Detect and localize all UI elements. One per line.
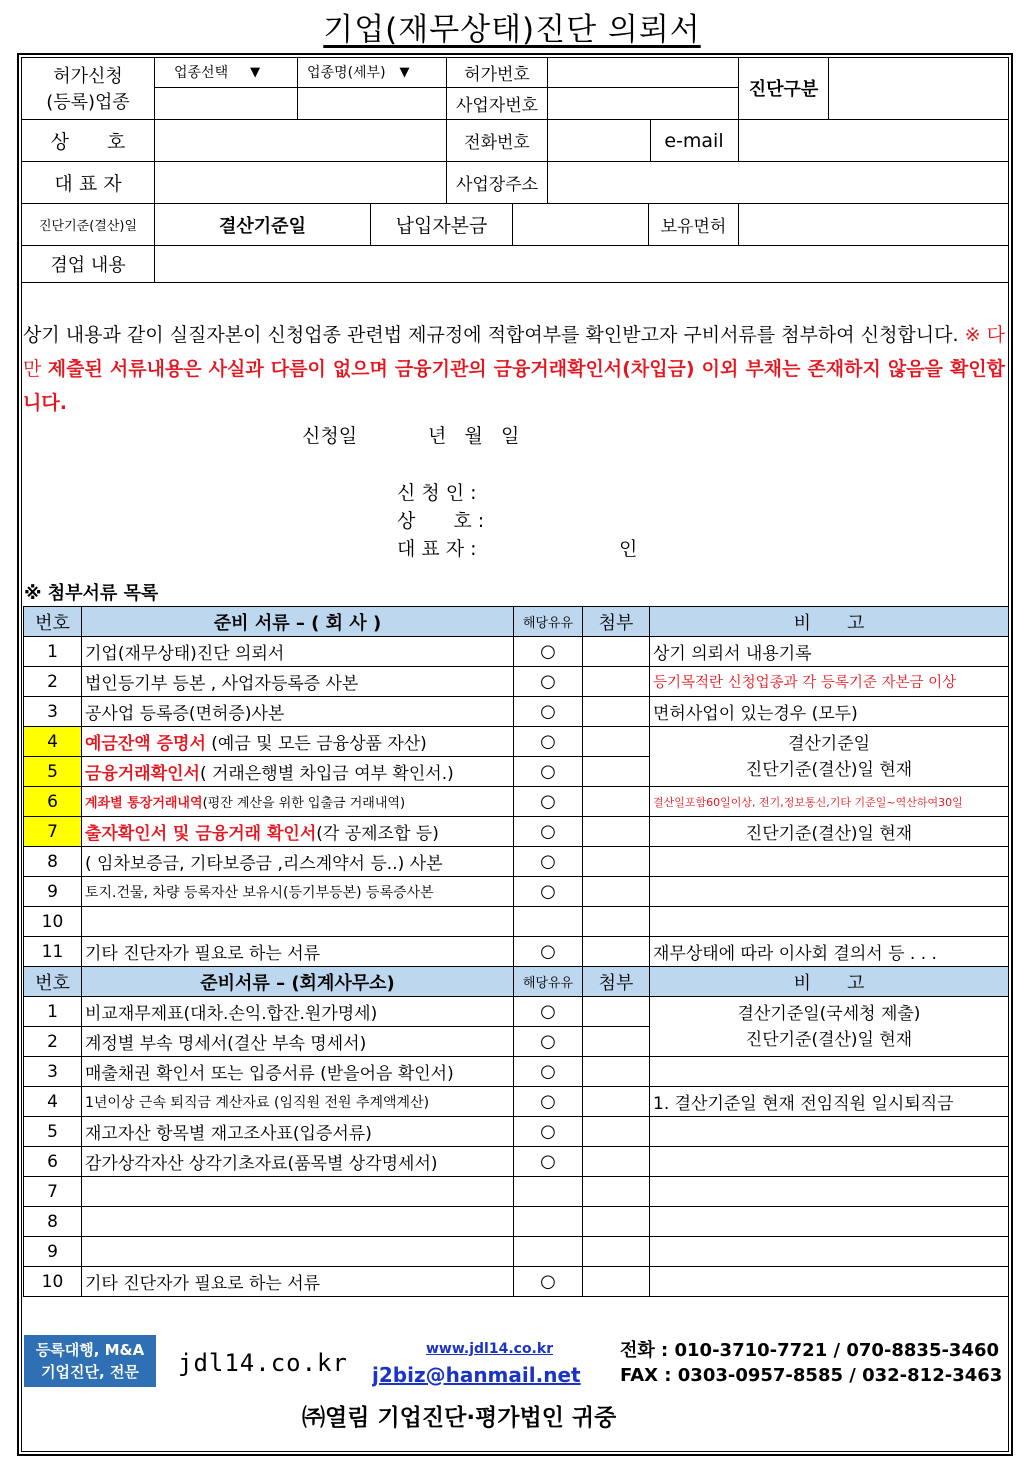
row-no: 5 <box>24 757 82 787</box>
row-doc: 토지.건물, 차량 등록자산 보유시(등기부등본) 등록증사본 <box>82 877 514 907</box>
row-doc-highlight: 출자확인서 및 금융거래 확인서 <box>85 824 317 844</box>
dropdown-arrow-icon: ▼ <box>250 64 261 80</box>
biz-no-field[interactable] <box>549 88 737 118</box>
header-doc: 준비서류 – (회계사무소) <box>82 967 514 997</box>
row-mark[interactable]: ○ <box>514 1057 583 1087</box>
row-doc: 법인등기부 등본 , 사업자등록증 사본 <box>82 667 514 697</box>
base-date-label: 진단기준(결산)일 <box>38 219 138 234</box>
table-row <box>24 727 1009 757</box>
table-row <box>24 847 1009 877</box>
row-mark[interactable]: ○ <box>514 787 583 817</box>
row-attach[interactable] <box>583 907 650 937</box>
row-mark[interactable]: ○ <box>514 757 583 787</box>
row-attach[interactable] <box>583 757 650 787</box>
dropdown-arrow-icon: ▼ <box>399 64 410 80</box>
company-field[interactable] <box>156 120 445 161</box>
row-no: 10 <box>24 907 82 937</box>
row-mark[interactable] <box>514 907 583 937</box>
table-row <box>24 877 1009 907</box>
statement-warning: 제출된 서류내용은 사실과 다름이 없으며 금융기관의 금융거래확인서(차입금) 이외 부채는 존재하지 않음을 확인합니다. <box>23 358 1005 414</box>
row-mark[interactable]: ○ <box>514 1267 583 1297</box>
header-note: 비 고 <box>650 607 1009 637</box>
row-attach[interactable] <box>583 1117 650 1147</box>
row-no: 3 <box>24 697 82 727</box>
page-title: 기업(재무상태)진단 의뢰서 <box>323 12 701 48</box>
row-no: 6 <box>24 787 82 817</box>
applicant-company-label: 상 호 : <box>397 509 485 532</box>
email-link[interactable]: j2biz@hanmail.net <box>372 1363 581 1387</box>
row-attach[interactable] <box>583 877 650 907</box>
row-mark[interactable]: ○ <box>514 997 583 1027</box>
company-docs-table <box>23 606 1009 1297</box>
row-doc: 감가상각자산 상각기초자료(품목별 상각명세서) <box>82 1147 514 1177</box>
industry-select-label: 업종선택 <box>174 65 229 81</box>
row-note <box>650 1147 1009 1177</box>
row-attach[interactable] <box>583 1057 650 1087</box>
applicant-ceo-label: 대 표 자 : <box>397 537 477 560</box>
row-note-line: 결산기준일(국세청 제출) <box>737 1003 921 1024</box>
table-row <box>24 787 1009 817</box>
biz-no-label: 사업자번호 <box>455 95 539 116</box>
row-no: 5 <box>24 1117 82 1147</box>
table-row <box>24 1237 1009 1267</box>
industry-name-label: 업종명(세부) <box>307 65 386 81</box>
row-doc: 1년이상 근속 퇴직금 계산자료 (임직원 전원 추계액계산) <box>82 1087 514 1117</box>
table-row <box>24 697 1009 727</box>
address-field[interactable] <box>549 162 1008 203</box>
row-note <box>650 997 1009 1057</box>
row-doc-detail: (평잔 계산을 위한 입출금 거래내역) <box>202 796 406 811</box>
row-mark[interactable]: ○ <box>514 667 583 697</box>
row-doc-highlight: 계좌별 통장거래내역 <box>85 796 203 811</box>
table-header <box>24 607 1009 637</box>
service-badge <box>24 1335 156 1387</box>
header-attach: 첨부 <box>583 967 650 997</box>
side-business-label: 겸업 내용 <box>50 255 126 276</box>
header-applicable: 해당유유 <box>514 607 583 637</box>
row-no: 4 <box>24 1087 82 1117</box>
phone-numbers: 전화 : 010-3710-7721 / 070-8835-3460 <box>620 1340 1000 1361</box>
row-doc: 기타 진단자가 필요로 하는 서류 <box>82 937 514 967</box>
row-mark[interactable] <box>514 1207 583 1237</box>
statement <box>23 318 1005 420</box>
apply-date-fill: 년 월 일 <box>428 424 520 447</box>
row-note <box>650 1237 1009 1267</box>
table-row <box>24 817 1009 847</box>
row-attach[interactable] <box>583 1087 650 1117</box>
row-attach[interactable] <box>583 1147 650 1177</box>
row-note: 결산일포함60일이상, 전기,정보통신,기타 기준일~역산하여30일 <box>650 787 1009 817</box>
row-doc <box>82 1177 514 1207</box>
ceo-field[interactable] <box>156 162 445 203</box>
row-no: 2 <box>24 1027 82 1057</box>
header-doc: 준비 서류 – ( 회 사 ) <box>82 607 514 637</box>
table-row <box>24 667 1009 697</box>
row-doc: 비교재무제표(대차.손익.합잔.원가명세) <box>82 997 514 1027</box>
addressee: ㈜열림 기업진단·평가법인 귀중 <box>302 1404 617 1431</box>
row-mark[interactable]: ○ <box>514 817 583 847</box>
table-row <box>24 637 1009 667</box>
row-note-line: 결산기준일 <box>787 733 871 754</box>
header-attach: 첨부 <box>583 607 650 637</box>
header-no: 번호 <box>24 607 82 637</box>
row-doc: 계정별 부속 명세서(결산 부속 명세서) <box>82 1027 514 1057</box>
apply-date-label: 신청일 <box>302 424 358 447</box>
email-field[interactable] <box>740 120 1008 161</box>
row-note <box>650 847 1009 877</box>
row-attach[interactable] <box>583 727 650 757</box>
row-attach[interactable] <box>583 1237 650 1267</box>
row-doc-highlight: 금융거래확인서 <box>85 764 200 784</box>
row-attach[interactable] <box>583 997 650 1027</box>
row-doc: 기업(재무상태)진단 의뢰서 <box>82 637 514 667</box>
row-doc: 기타 진단자가 필요로 하는 서류 <box>82 1267 514 1297</box>
badge-line: 등록대행, M&A <box>35 1341 145 1359</box>
row-doc-detail: (각 공제조합 등) <box>316 824 439 844</box>
row-mark[interactable]: ○ <box>514 1027 583 1057</box>
row-no: 11 <box>24 937 82 967</box>
row-no: 6 <box>24 1147 82 1177</box>
row-attach[interactable] <box>583 697 650 727</box>
row-doc <box>82 757 514 787</box>
row-no: 7 <box>24 1177 82 1207</box>
row-no: 9 <box>24 1237 82 1267</box>
row-attach[interactable] <box>583 1177 650 1207</box>
fax-numbers: FAX : 0303-0957-8585 / 032-812-3463 <box>620 1364 1003 1386</box>
row-mark[interactable]: ○ <box>514 877 583 907</box>
row-doc: 매출채권 확인서 또는 입증서류 (받을어음 확인서) <box>82 1057 514 1087</box>
row-no: 1 <box>24 637 82 667</box>
row-no: 10 <box>24 1267 82 1297</box>
header-no: 번호 <box>24 967 82 997</box>
site-url-link[interactable]: www.jdl14.co.kr <box>426 1341 554 1357</box>
permit-label-2: (등록)업종 <box>46 92 130 113</box>
applicant-label: 신 청 인 : <box>397 481 477 504</box>
permit-no-label: 허가번호 <box>464 64 530 85</box>
row-attach[interactable] <box>583 847 650 877</box>
row-note: 상기 의뢰서 내용기록 <box>650 637 1009 667</box>
row-attach[interactable] <box>583 817 650 847</box>
row-doc: 공사업 등록증(면허증)사본 <box>82 697 514 727</box>
row-doc: 재고자산 항목별 재고조사표(입증서류) <box>82 1117 514 1147</box>
badge-line: 기업진단, 전문 <box>41 1363 139 1381</box>
row-doc-detail: ( 거래은행별 차입금 여부 확인서.) <box>199 764 454 784</box>
row-no: 2 <box>24 667 82 697</box>
row-note: 재무상태에 따라 이사회 결의서 등 . . . <box>650 937 1009 967</box>
row-mark[interactable] <box>514 1177 583 1207</box>
row-mark[interactable]: ○ <box>514 727 583 757</box>
paid-capital-field[interactable] <box>514 204 647 245</box>
ceo-label: 대 표 자 <box>54 173 122 195</box>
attach-title: ※ 첨부서류 목록 <box>24 583 159 604</box>
row-note-line: 진단기준(결산)일 현재 <box>745 759 913 780</box>
license-label: 보유면허 <box>660 217 727 237</box>
seal-label: 인 <box>619 537 638 560</box>
address-label: 사업장주소 <box>455 175 539 195</box>
row-mark[interactable]: ○ <box>514 937 583 967</box>
row-note: 진단기준(결산)일 현재 <box>650 817 1009 847</box>
row-attach[interactable] <box>583 637 650 667</box>
row-note <box>650 1207 1009 1237</box>
row-doc: ( 임차보증금, 기타보증금 ,리스계약서 등..) 사본 <box>82 847 514 877</box>
row-note: 1. 결산기준일 현재 전임직원 일시퇴직금 <box>650 1087 1009 1117</box>
row-no: 8 <box>24 1207 82 1237</box>
row-note <box>650 907 1009 937</box>
row-note <box>650 1177 1009 1207</box>
table-row <box>24 1147 1009 1177</box>
row-doc-highlight: 예금잔액 증명서 <box>85 734 206 754</box>
header-applicable: 해당유유 <box>514 967 583 997</box>
permit-label: 허가신청 <box>53 66 123 87</box>
company-label: 상 호 <box>50 131 126 153</box>
paid-capital-label: 납입자본금 <box>395 215 488 237</box>
table-row <box>24 1267 1009 1297</box>
header-note: 비 고 <box>650 967 1009 997</box>
row-mark[interactable]: ○ <box>514 847 583 877</box>
industry-select[interactable] <box>160 58 295 86</box>
site-name: jdl14.co.kr <box>178 1349 348 1377</box>
row-note <box>650 1057 1009 1087</box>
row-doc <box>82 817 514 847</box>
statement-text: 상기 내용과 같이 실질자본이 신청업종 관련법 제규정에 적합여부를 확인받고자 구비서류를 첨부하여 신청합니다. <box>23 324 965 346</box>
side-business-field[interactable] <box>156 246 1008 282</box>
phone-label: 전화번호 <box>464 133 530 153</box>
diag-type-field[interactable] <box>830 58 1008 118</box>
row-attach[interactable] <box>583 787 650 817</box>
table-row <box>24 1207 1009 1237</box>
row-mark[interactable] <box>514 1237 583 1267</box>
diag-type-label: 진단구분 <box>748 79 819 100</box>
statement-note: ※ 다만 <box>23 324 1005 380</box>
row-note: 면허사업이 있는경우 (모두) <box>650 697 1009 727</box>
row-doc <box>82 907 514 937</box>
row-attach[interactable] <box>583 1207 650 1237</box>
license-field[interactable] <box>740 204 1008 245</box>
table-header <box>24 967 1009 997</box>
table-row <box>24 937 1009 967</box>
row-note <box>650 877 1009 907</box>
row-doc-detail: (예금 및 모든 금융상품 자산) <box>205 734 427 754</box>
row-doc <box>82 727 514 757</box>
row-no: 9 <box>24 877 82 907</box>
row-doc <box>82 787 514 817</box>
row-mark[interactable]: ○ <box>514 1087 583 1117</box>
row-note <box>650 1117 1009 1147</box>
row-attach[interactable] <box>583 937 650 967</box>
phone-field[interactable] <box>549 120 649 161</box>
table-row <box>24 997 1009 1027</box>
row-mark[interactable]: ○ <box>514 1117 583 1147</box>
row-mark[interactable]: ○ <box>514 1147 583 1177</box>
row-note-line: 진단기준(결산)일 현재 <box>745 1029 913 1050</box>
row-no: 7 <box>24 817 82 847</box>
table-row <box>24 1117 1009 1147</box>
settlement-date-label: 결산기준일 <box>219 215 306 237</box>
row-no: 1 <box>24 997 82 1027</box>
row-doc <box>82 1237 514 1267</box>
table-row <box>24 1057 1009 1087</box>
row-doc <box>82 1207 514 1237</box>
row-no: 3 <box>24 1057 82 1087</box>
table-row <box>24 1177 1009 1207</box>
row-note: 등기목적란 신청업종과 각 등록기준 자본금 이상 <box>650 667 1009 697</box>
row-note <box>650 727 1009 787</box>
permit-no-field[interactable] <box>549 58 737 86</box>
row-attach[interactable] <box>583 667 650 697</box>
row-attach[interactable] <box>583 1267 650 1297</box>
row-attach[interactable] <box>583 1027 650 1057</box>
email-label: e-mail <box>664 129 724 152</box>
row-no: 4 <box>24 727 82 757</box>
row-note <box>650 1267 1009 1297</box>
row-mark[interactable]: ○ <box>514 637 583 667</box>
industry-name-select[interactable] <box>299 58 445 86</box>
row-no: 8 <box>24 847 82 877</box>
table-row <box>24 907 1009 937</box>
row-mark[interactable]: ○ <box>514 697 583 727</box>
table-row <box>24 1087 1009 1117</box>
